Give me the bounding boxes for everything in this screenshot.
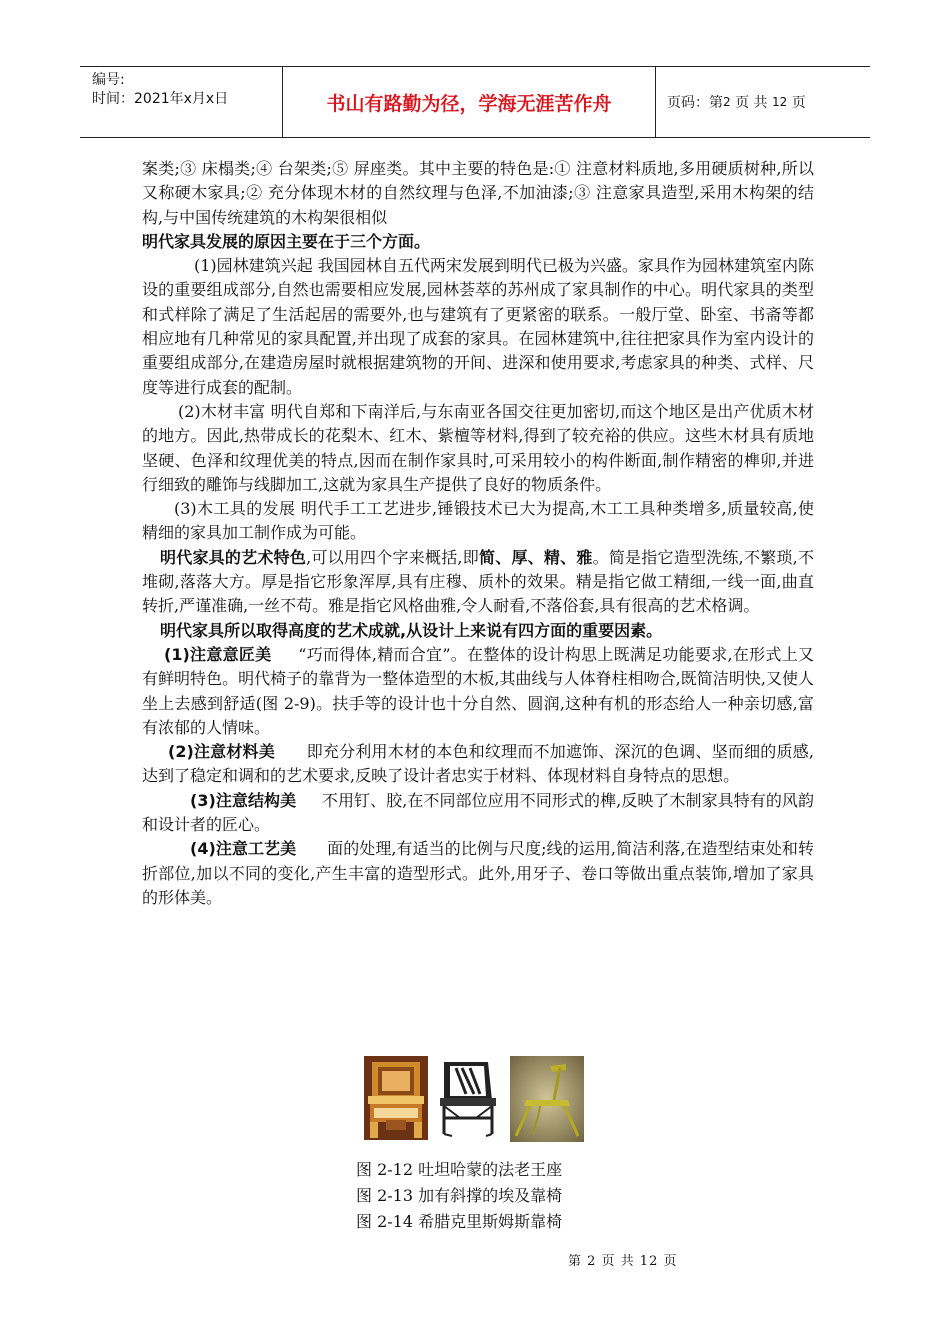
factor-craft-text: 面的处理,有适当的比例与尺度;线的运用,简洁利落,在造型结束处和转折部位,加以不同的变化,产生丰富的造型形式。此外,用牙子、卷口等做出重点装饰,增加了家具的形体美。 bbox=[142, 839, 814, 907]
page-footer: 第 2 页 共 12 页 bbox=[568, 1254, 678, 1269]
figure-caption: 图 2-14 希腊克里斯姆斯靠椅 bbox=[356, 1212, 563, 1231]
factor-structure-title: (3)注意结构美 bbox=[190, 790, 297, 810]
document-number-label: 编号: bbox=[92, 72, 125, 88]
paragraph-garden-architecture: (1)园林建筑兴起 我国园林自五代两宋发展到明代已极为兴盛。家具作为园林建筑室内陈设的重要组成部分,自然也需要相应发展,园林荟萃的苏州成了家具制作的中心。明代家具的类型和式样除了满足了生活起居的需要外,也与建筑有了更紧密的联系。一般厅堂、卧室、书斋等都相应地有几种常见的家具配置,并出现了成套的家具。在园林建筑中,往往把家具作为室内设计的重要组成部分,在建造房屋时就根据建筑物的开间、进深和使用要求,考虑家具的种类、式样、尺度等进行成套的配制。 bbox=[142, 256, 814, 397]
paragraph-furniture-types: 案类;③ 床榻类;④ 台架类;⑤ 屏座类。其中主要的特色是:① 注意材料质地,多用硬质树种,所以又称硬木家具;② 充分体现木材的自然纹理与色泽,不加油漆;③ 注意家具造型,采用木构架的结构,与中国传统建筑的木构架很相似 bbox=[142, 159, 814, 227]
paragraph-artistic-features bbox=[142, 546, 814, 619]
figure-caption: 图 2-12 吐坦哈蒙的法老王座 bbox=[356, 1160, 563, 1179]
page-label: 页码：第 bbox=[667, 95, 723, 111]
paragraph-woodworking-tools: (3)木工具的发展 明代手工工艺进步,锤锻技术已大为提高,木工工具种类增多,质量较高,使精细的家具加工制作成为可能。 bbox=[142, 499, 814, 543]
factor-ingenuity-text: “巧而得体,精而合宜”。在整体的设计构思上既满足功能要求,在形式上又有鲜明特色。明代椅子的靠背为一整体造型的木板,其曲线与人体脊柱相吻合,既简洁明快,又使人坐上去感到舒适(图 2-9)。扶手等的设计也十分自然、圆润,这种有机的形态给人一种亲切感,富有浓郁的人情味。 bbox=[142, 644, 814, 737]
page-total: 12 bbox=[772, 95, 788, 109]
factor-craft-title: (4)注意工艺美 bbox=[190, 839, 297, 859]
klismos-chair-image bbox=[510, 1056, 584, 1142]
paragraph-factor-ingenuity bbox=[142, 643, 814, 740]
paragraph-factor-craft bbox=[142, 837, 814, 910]
page-end-label: 页 bbox=[791, 95, 806, 111]
factor-material-text: 即充分利用木材的本色和纹理而不加遮饰、深沉的色调、坚而细的质感,达到了稳定和调和的艺术要求,反映了设计者忠实于材料、体现材料自身特点的思想。 bbox=[142, 742, 814, 786]
pharaoh-throne-image bbox=[364, 1056, 428, 1140]
header-motto: 书山有路勤为径，学海无涯苦作舟 bbox=[283, 67, 656, 137]
artistic-features-intro: ,可以用四个字来概括,即 bbox=[306, 547, 479, 567]
heading-design-factors: 明代家具所以取得高度的艺术成就,从设计上来说有四方面的重要因素。 bbox=[160, 620, 663, 640]
header-left-cell bbox=[80, 67, 283, 137]
page-middle-label: 页 共 bbox=[735, 95, 768, 111]
factor-ingenuity-title: (1)注意意匠美 bbox=[164, 644, 272, 664]
header-page-info bbox=[655, 67, 870, 137]
factor-structure-text: 不用钉、胶,在不同部位应用不同形式的榫,反映了木制家具特有的风韵和设计者的匠心。 bbox=[142, 790, 814, 835]
figure-captions bbox=[356, 1157, 562, 1235]
header-table bbox=[80, 66, 870, 138]
document-body bbox=[142, 157, 814, 910]
paragraph-factor-material bbox=[142, 740, 814, 789]
factor-material-title: (2)注意材料美 bbox=[168, 742, 275, 762]
artistic-features-words: 简、厚、精、雅 bbox=[478, 547, 593, 567]
paragraph-factor-structure bbox=[142, 789, 814, 838]
heading-development-reasons: 明代家具发展的原因主要在于三个方面。 bbox=[142, 231, 431, 251]
figure-caption: 图 2-13 加有斜撑的埃及靠椅 bbox=[356, 1186, 563, 1205]
page-number: 2 bbox=[723, 95, 731, 109]
artistic-features-term: 明代家具的艺术特色 bbox=[160, 547, 307, 567]
artistic-features-text: 。简是指它造型洗练,不繁琐,不堆砌,落落大方。厚是指它形象浑厚,具有庄穆、质朴的效果。精是指它做工精细,一线一面,曲直转折,严谨准确,一丝不苟。雅是指它风格曲雅,令人耐看,不落俗套,具有很高的艺术格调。 bbox=[142, 547, 814, 616]
paragraph-rich-timber: (2)木材丰富 明代自郑和下南洋后,与东南亚各国交往更加密切,而这个地区是出产优质木材的地方。因此,热带成长的花梨木、红木、紫檀等材料,得到了较充裕的供应。这些木材具有质地坚硬、色泽和纹理优美的特点,因而在制作家具时,可采用较小的构件断面,制作精密的榫卯,并进行细致的雕饰与线脚加工,这就为家具生产提供了良好的物质条件。 bbox=[142, 401, 814, 494]
document-date: 时间：2021年x月x日 bbox=[92, 91, 229, 107]
egyptian-chair-image bbox=[436, 1056, 500, 1140]
